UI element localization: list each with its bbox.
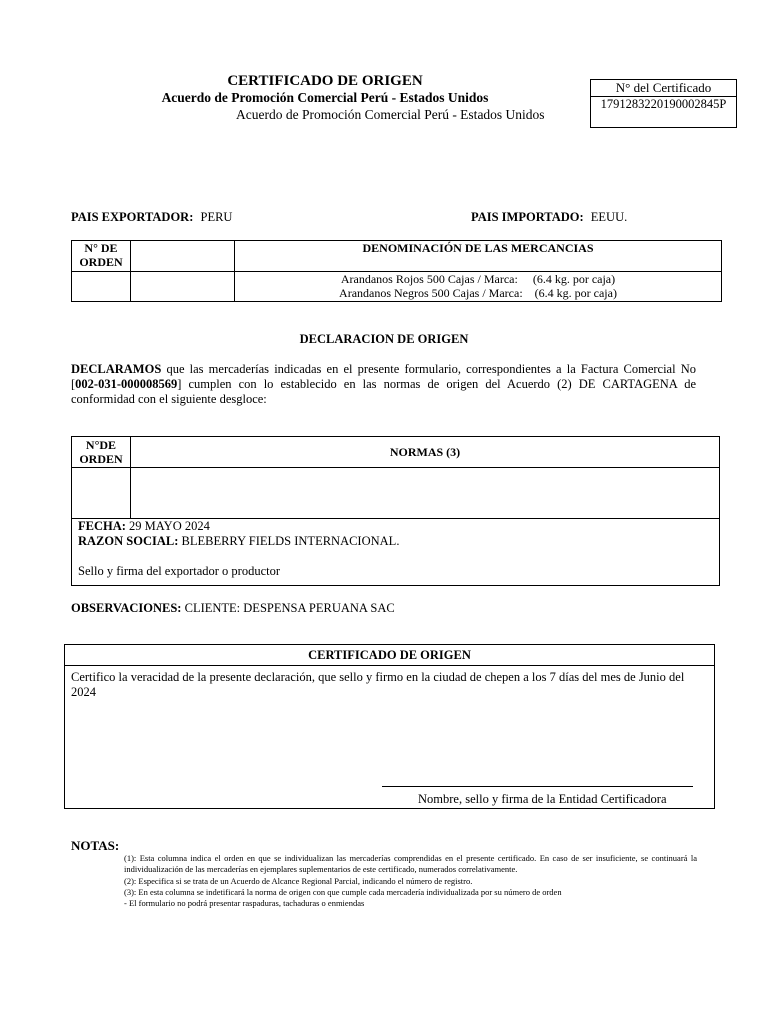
declaration-lead: DECLARAMOS [71,362,162,376]
exporter-value: PERU [200,210,233,224]
exporter-signature-note: Sello y firma del exportador o productor [78,564,281,578]
certification-heading: CERTIFICADO DE ORIGEN [65,645,714,666]
observations-value: CLIENTE: DESPENSA PERUANA SAC [181,601,395,615]
note-item: (3): En esta columna se indetificará la norma de origen con que cumple cada mercadería individualizada por su número de orden [124,886,562,897]
company-value: BLEBERRY FIELDS INTERNACIONAL. [178,534,400,548]
signature-line [382,786,693,787]
goods-col-blank [131,241,235,272]
importer-country [471,210,627,225]
observations [71,601,395,616]
certificate-number-value: 1791283220190002845P [600,97,727,111]
declaration-text [71,362,696,407]
date-value: 29 MAYO 2024 [125,519,210,533]
company-label: RAZON SOCIAL: [78,534,179,548]
norms-order-cell [72,468,131,519]
goods-table-header [72,241,722,272]
norms-col-norms: NORMAS (3) [131,437,720,468]
certification-box [64,644,715,809]
goods-row [72,272,722,302]
norms-col-order: N°DE ORDEN [72,437,131,468]
goods-table [71,240,722,302]
certification-text: Certifico la veracidad de la presente declaración, que sello y firmo en la ciudad de chepen a los 7 días del mes de Junio del 2024 [71,670,685,699]
company-line [78,534,713,549]
norms-cell [131,468,720,519]
exporter-label: PAIS EXPORTADOR: [71,210,194,224]
declaration-text-2: ] cumplen con lo establecido en las normas de origen del Acuerdo (2) DE CARTAGENA de conformidad con el siguiente desgloce: [71,377,696,406]
norms-table [71,436,720,586]
notes-heading: NOTAS: [71,838,120,853]
norms-footer [72,519,720,586]
agreement-subtitle-bold: Acuerdo de Promoción Comercial Perú - Estados Unidos [161,90,489,105]
norms-table-header [72,437,720,468]
importer-value: EEUU. [590,210,628,224]
date-label: FECHA: [78,519,126,533]
goods-description-cell [235,272,722,302]
certifier-signature-label: Nombre, sello y firma de la Entidad Certificadora [418,792,667,806]
certificate-number-box [590,79,737,128]
goods-col-description: DENOMINACIÓN DE LAS MERCANCIAS [235,241,722,272]
notes-list [124,853,697,909]
agreement-subtitle: Acuerdo de Promoción Comercial Perú - Estados Unidos [236,107,545,122]
declaration-text-1: que las mercaderías indicadas en el presente formulario, correspondientes a la Factura Comercial No [ [71,362,696,391]
note-item: (2): Especifica si se trata de un Acuerdo de Alcance Regional Parcial, indicando el número de registro. [124,875,473,886]
goods-col-order: N° DE ORDEN [72,241,131,272]
exporter-info-cell [72,519,720,586]
importer-label: PAIS IMPORTADO: [471,210,584,224]
observations-label: OBSERVACIONES: [71,601,182,615]
note-item: (1): Esta columna indica el orden en que se individualizan las mercaderías comprendidas en el presente certificado. En caso de ser insuficiente, se continuará la individualización de las mercaderías en ejemplares suplementarios de este certificado, numerados correlativamente. [124,853,697,875]
certificate-number-label: N° del Certificado [591,80,736,97]
goods-blank-cell [131,272,235,302]
norms-row [72,468,720,519]
date-line [78,519,713,534]
document-header [150,72,500,106]
goods-line-1: Arandanos Rojos 500 Cajas / Marca: (6.4 kg. por caja) [340,272,616,286]
invoice-number: 002-031-000008569 [75,377,178,391]
goods-order-cell [72,272,131,302]
note-item: - El formulario no podrá presentar raspaduras, tachaduras o enmiendas [124,898,365,909]
document-title: CERTIFICADO DE ORIGEN [227,73,423,89]
goods-line-2: Arandanos Negros 500 Cajas / Marca: (6.4 kg. por caja) [339,286,617,300]
exporter-country [71,210,232,225]
declaration-heading: DECLARACION DE ORIGEN [299,332,469,346]
